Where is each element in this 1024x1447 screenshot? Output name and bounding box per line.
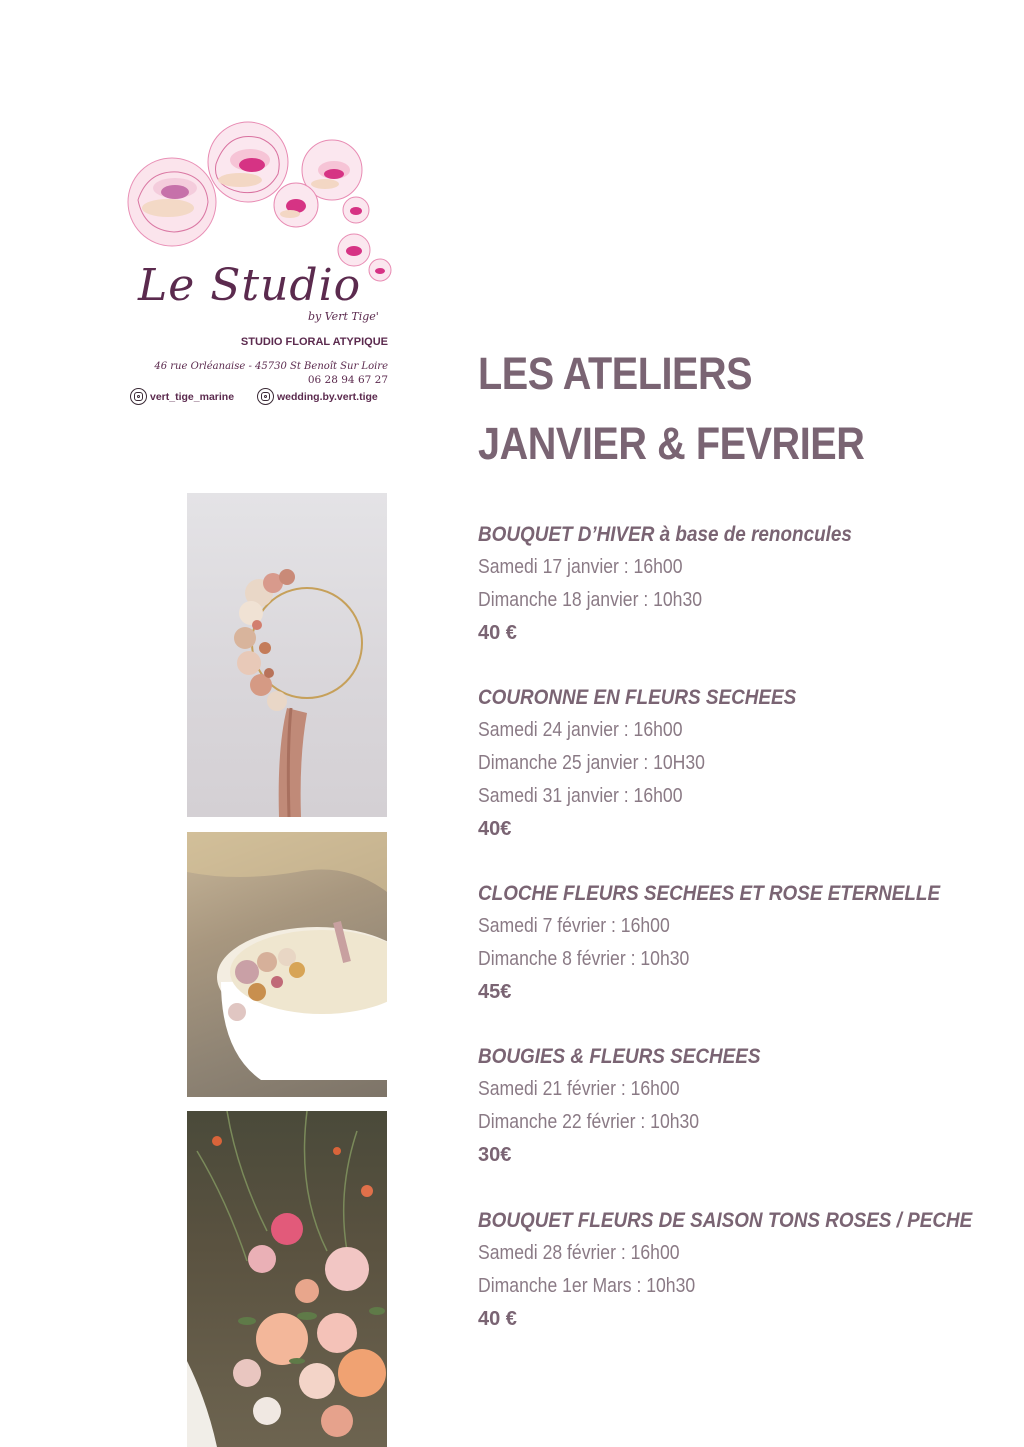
workshop-name: BOUQUET FLEURS DE SAISON TONS ROSES / PECHE (478, 1209, 973, 1232)
instagram-handle-1[interactable] (130, 388, 234, 405)
page-title-line-2: JANVIER & FEVRIER (478, 418, 865, 469)
logo-byline: by Vert Tige' (308, 310, 379, 323)
workshop-date: Samedi 7 février : 16h00 (478, 915, 670, 937)
workshop-date: Dimanche 18 janvier : 10h30 (478, 589, 703, 611)
workshop-date: Samedi 28 février : 16h00 (478, 1242, 680, 1264)
workshop-4 (478, 1040, 998, 1172)
workshop-name: COURONNE EN FLEURS SECHEES (478, 686, 797, 709)
workshop-3 (478, 877, 998, 1009)
candle-illustration (187, 832, 387, 1097)
workshop-date: Dimanche 25 janvier : 10H30 (478, 752, 705, 774)
logo-subtitle: STUDIO FLORAL ATYPIQUE (240, 336, 388, 348)
workshop-date: Samedi 17 janvier : 16h00 (478, 556, 683, 578)
studio-logo (120, 110, 410, 410)
workshop-name: CLOCHE FLEURS SECHEES ET ROSE ETERNELLE (478, 882, 941, 905)
workshop-date: Samedi 31 janvier : 16h00 (478, 785, 683, 807)
workshop-name: BOUGIES & FLEURS SECHEES (478, 1045, 761, 1068)
workshop-price: 30€ (478, 1144, 512, 1166)
instagram-handle-text: wedding.by.vert.tige (277, 390, 378, 403)
logo-script-name: Le Studio (138, 260, 362, 311)
instagram-icon (130, 388, 147, 405)
workshop-date: Dimanche 8 février : 10h30 (478, 948, 690, 970)
workshop-price: 45€ (478, 981, 512, 1003)
workshop-price: 40 € (478, 1308, 517, 1330)
photo-seasonal-bouquet (187, 1111, 387, 1447)
logo-phone: 06 28 94 67 27 (307, 374, 388, 386)
workshop-date: Samedi 24 janvier : 16h00 (478, 719, 683, 741)
workshop-date: Samedi 21 février : 16h00 (478, 1078, 680, 1100)
instagram-handle-2[interactable] (257, 388, 378, 405)
workshop-2 (478, 681, 998, 846)
workshop-price: 40€ (478, 818, 512, 840)
photo-dried-flower-wreath (187, 493, 387, 817)
wreath-illustration (187, 493, 387, 817)
workshop-name: BOUQUET D’HIVER à base de renoncules (478, 523, 852, 546)
bouquet-illustration (187, 1111, 387, 1447)
instagram-handle-text: vert_tige_marine (150, 390, 235, 403)
instagram-icon (257, 388, 274, 405)
workshop-date: Dimanche 1er Mars : 10h30 (478, 1275, 696, 1297)
workshop-date: Dimanche 22 février : 10h30 (478, 1111, 700, 1133)
logo-address: 46 rue Orléanaise - 45730 St Benoît Sur Loire (154, 361, 388, 372)
workshop-price: 40 € (478, 622, 517, 644)
workshop-1 (478, 518, 998, 650)
workshop-5 (478, 1204, 998, 1336)
page-title-line-1: LES ATELIERS (478, 348, 753, 399)
photo-candle-dried-flowers (187, 832, 387, 1097)
